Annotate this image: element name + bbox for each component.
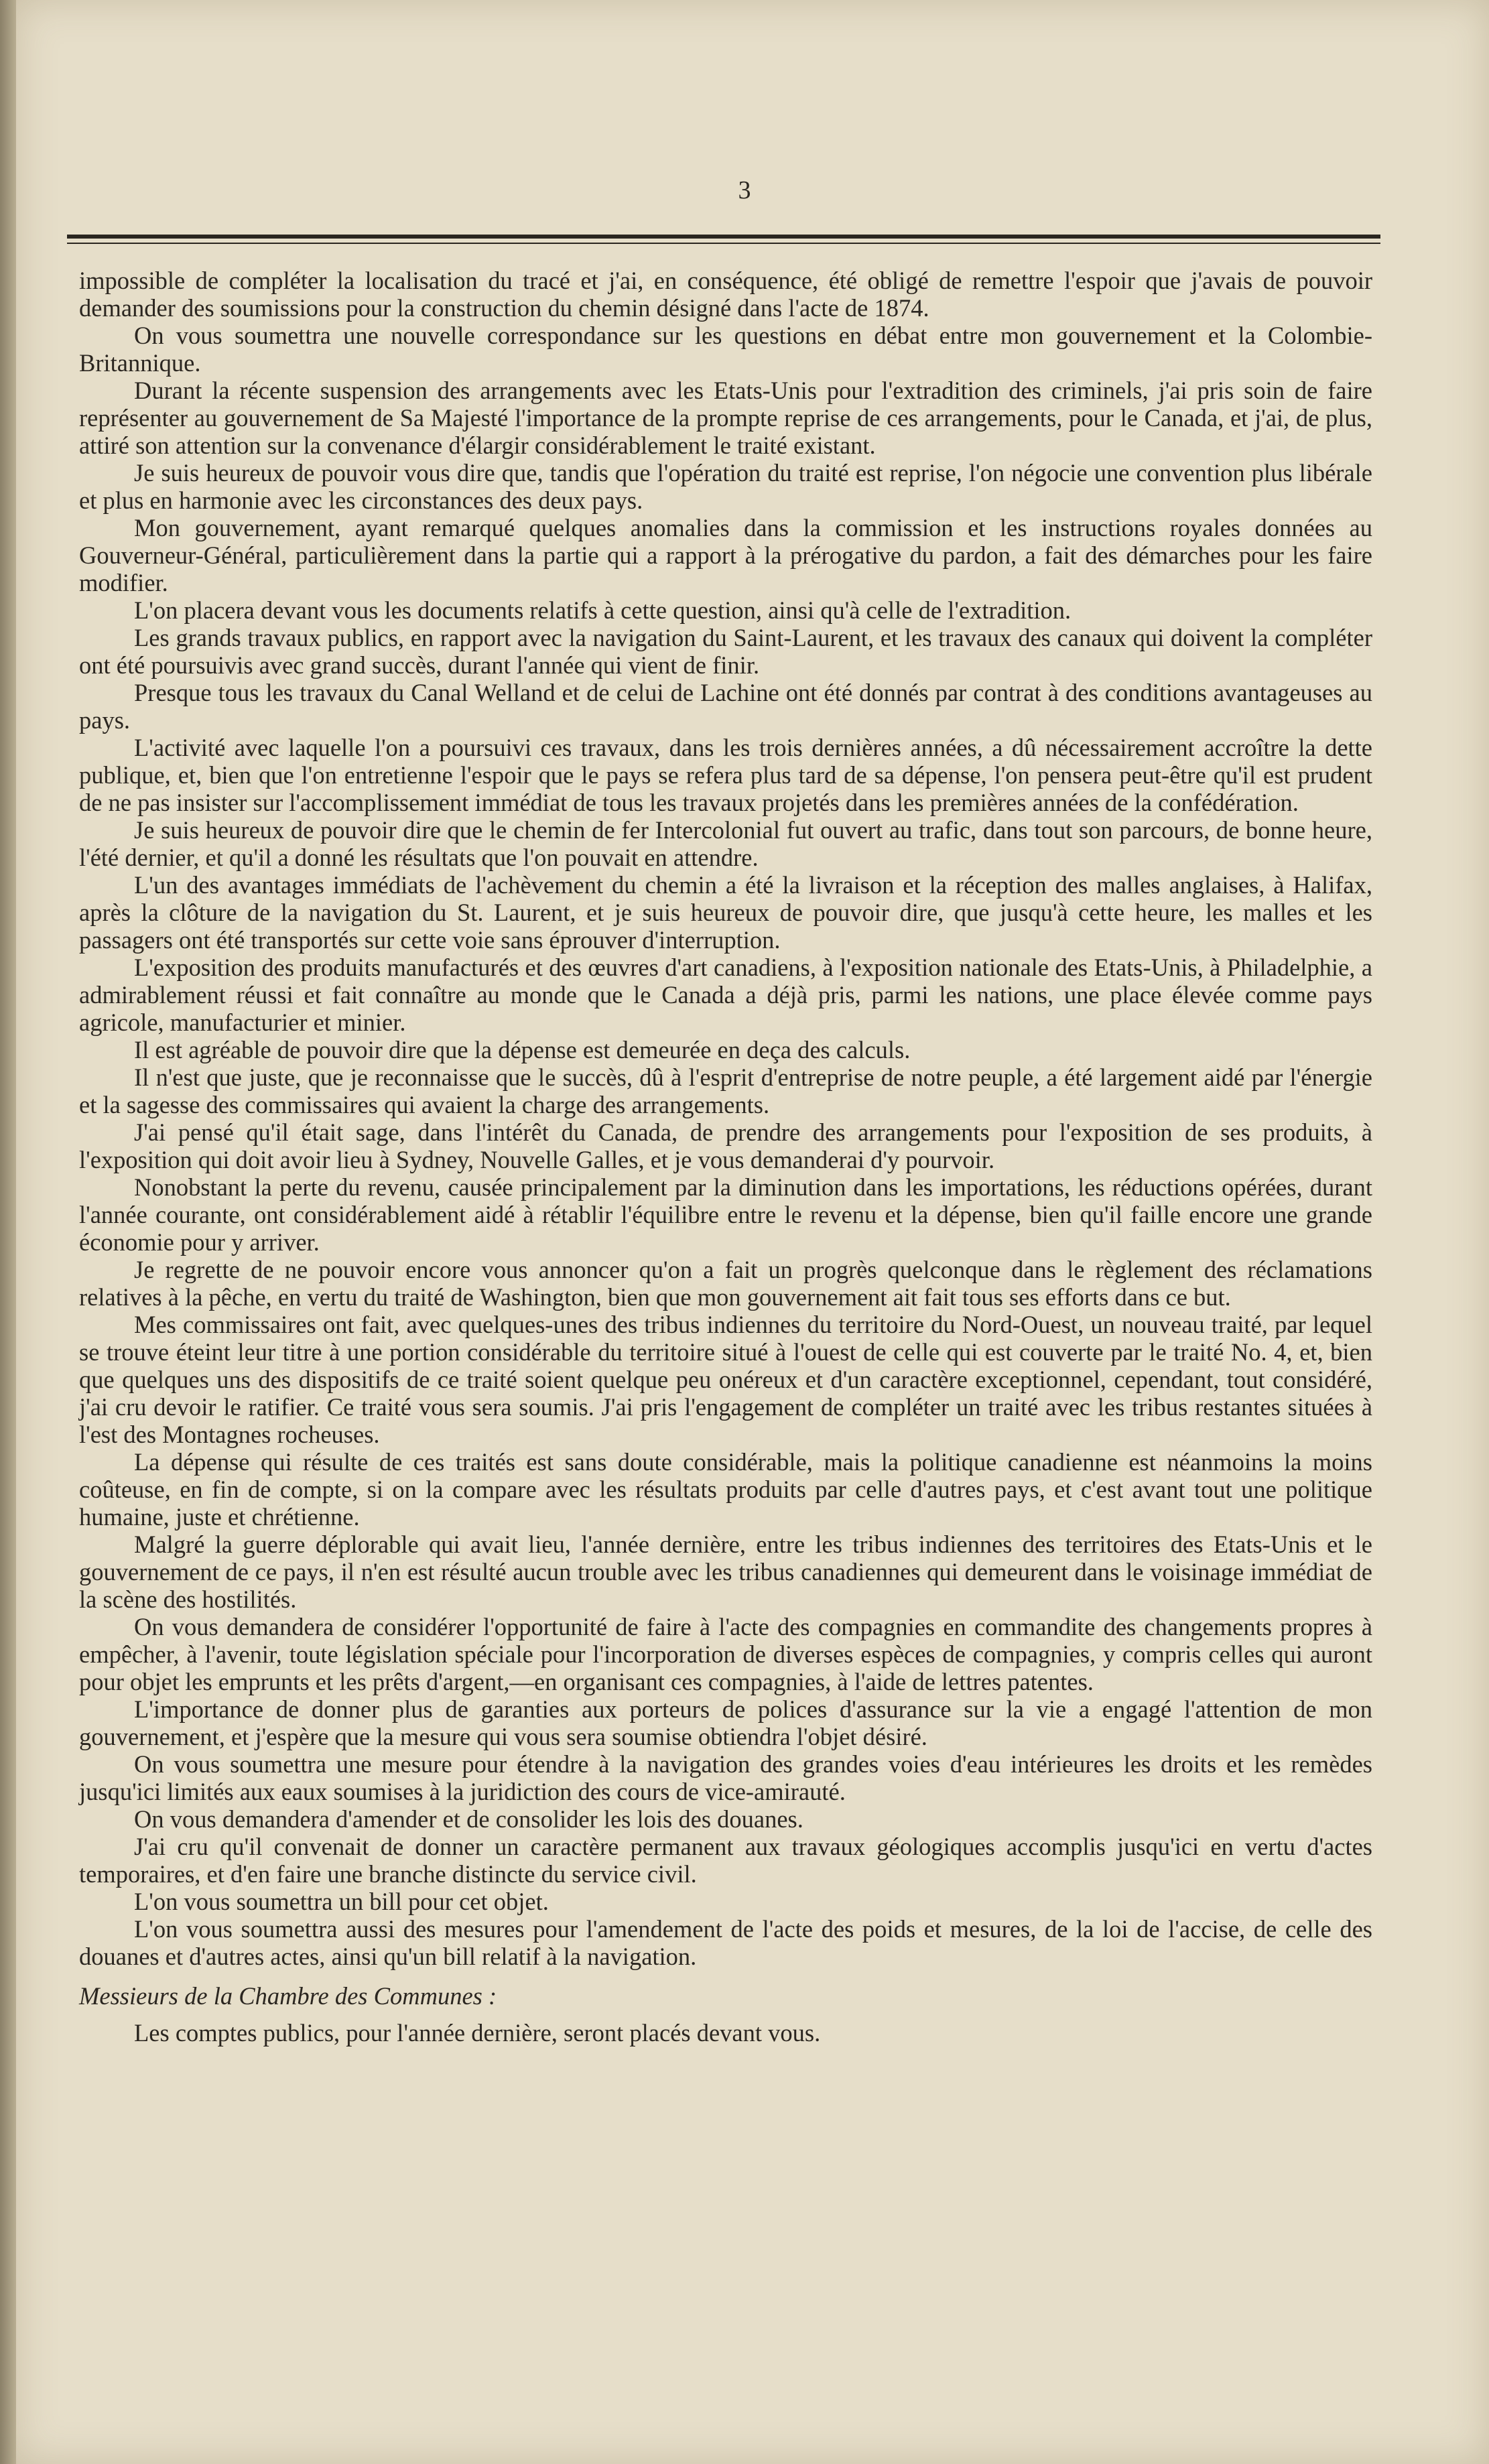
paragraph: Je suis heureux de pouvoir vous dire que, tandis que l'opération du traité est reprise, l'on négocie une convention plus libérale et plus en harmonie avec les circonstances des deux pays. bbox=[79, 459, 1372, 514]
paragraph: L'un des avantages immédiats de l'achèvement du chemin a été la livraison et la réception des malles anglaises, à Halifax, après la clôture de la navigation du St. Laurent, et je suis heureux de pouvoir dire, que jusqu'à cette heure, les malles et les passagers ont été transportés sur cette voie sans éprouver d'interruption. bbox=[79, 871, 1372, 954]
paragraph: Presque tous les travaux du Canal Welland et de celui de Lachine ont été donnés par contrat à des conditions avantageuses au pays. bbox=[79, 679, 1372, 734]
paragraph: Durant la récente suspension des arrangements avec les Etats-Unis pour l'extradition des criminels, j'ai pris soin de faire représenter au gouvernement de Sa Majesté l'importance de la prompte reprise de ces arrangements, pour le Canada, et j'ai, de plus, attiré son attention sur la convenance d'élargir considérablement le traité existant. bbox=[79, 377, 1372, 459]
paragraph: On vous demandera d'amender et de consolider les lois des douanes. bbox=[134, 1805, 803, 1833]
page-binding-edge bbox=[0, 0, 16, 2464]
paragraph: J'ai cru qu'il convenait de donner un caractère permanent aux travaux géologiques accomplis jusqu'ici en vertu d'actes temporaires, et d'en faire une branche distincte du service civil. bbox=[79, 1833, 1372, 1888]
paragraph: L'on vous soumettra un bill pour cet objet. bbox=[134, 1888, 549, 1915]
paragraph: La dépense qui résulte de ces traités est sans doute considérable, mais la politique canadienne est néanmoins la moins coûteuse, en fin de compte, si on la compare avec les résultats produits par celle d'autres pays, et c'est avant tout une politique humaine, juste et chrétienne. bbox=[79, 1448, 1372, 1531]
paragraph: Il est agréable de pouvoir dire que la dépense est demeurée en deça des calculs. bbox=[134, 1036, 911, 1063]
paragraph: Il n'est que juste, que je reconnaisse que le succès, dû à l'esprit d'entreprise de notre peuple, a été largement aidé par l'énergie et la sagesse des commissaires qui avaient la charge des arrangements. bbox=[79, 1063, 1372, 1118]
paragraph: Mes commissaires ont fait, avec quelques-unes des tribus indiennes du territoire du Nord-Ouest, un nouveau traité, par lequel se trouve éteint leur titre à une portion considérable du territoire situé à l'ouest de celle qui est couverte par le traité No. 4, et, bien que quelques uns des dispositifs de ce traité soient quelque peu onéreux et d'un caractère exceptionnel, cependant, tout considéré, j'ai cru devoir le ratifier. Ce traité vous sera soumis. J'ai pris l'engagement de compléter un traité avec les tribus restantes situées à l'est des Montagnes rocheuses. bbox=[79, 1311, 1372, 1448]
paragraph: On vous soumettra une nouvelle correspondance sur les questions en débat entre mon gouvernement et la Colombie-Britannique. bbox=[79, 322, 1372, 377]
paragraph: On vous demandera de considérer l'opportunité de faire à l'acte des compagnies en commandite des changements propres à empêcher, à l'avenir, toute législation spéciale pour l'incorporation de diverses espèces de compagnies, y compris celles qui auront pour objet les emprunts et les prêts d'argent,—en organisant ces compagnies, à l'aide de lettres patentes. bbox=[79, 1613, 1372, 1695]
paragraph: Les grands travaux publics, en rapport avec la navigation du Saint-Laurent, et les travaux des canaux qui doivent la compléter ont été poursuivis avec grand succès, durant l'année qui vient de finir. bbox=[79, 624, 1372, 679]
header-rule-thin bbox=[67, 243, 1380, 244]
paragraph: L'importance de donner plus de garanties aux porteurs de polices d'assurance sur la vie a engagé l'attention de mon gouvernement, et j'espère que la mesure qui vous sera soumise obtiendra l'objet désiré. bbox=[79, 1695, 1372, 1750]
paragraph: L'on placera devant vous les documents relatifs à cette question, ainsi qu'à celle de l'extradition. bbox=[134, 596, 1072, 624]
paragraph: impossible de compléter la localisation du tracé et j'ai, en conséquence, été obligé de remettre l'espoir que j'avais de pouvoir demander des soumissions pour la construction du chemin désigné dans l'acte de 1874. bbox=[79, 267, 1372, 322]
document-body bbox=[79, 267, 1372, 2047]
paragraph: L'on vous soumettra aussi des mesures pour l'amendement de l'acte des poids et mesures, de la loi de l'accise, de celle des douanes et d'autres actes, ainsi qu'un bill relatif à la navigation. bbox=[79, 1915, 1372, 1970]
paragraph: On vous soumettra une mesure pour étendre à la navigation des grandes voies d'eau intérieures les droits et les remèdes jusqu'ici limités aux eaux soumises à la juridiction des cours de vice-amirauté. bbox=[79, 1750, 1372, 1805]
closing-paragraph: Les comptes publics, pour l'année dernière, seront placés devant vous. bbox=[134, 2019, 821, 2047]
paragraph: Je regrette de ne pouvoir encore vous annoncer qu'on a fait un progrès quelconque dans le règlement des réclamations relatives à la pêche, en vertu du traité de Washington, bien que mon gouvernement ait fait tous ses efforts dans ce but. bbox=[79, 1256, 1372, 1311]
section-heading: Messieurs de la Chambre des Communes : bbox=[79, 1982, 497, 2010]
page-number: 3 bbox=[738, 176, 751, 204]
paragraph: Mon gouvernement, ayant remarqué quelques anomalies dans la commission et les instructions royales données au Gouverneur-Général, particulièrement dans la partie qui a rapport à la prérogative du pardon, a fait des démarches pour les faire modifier. bbox=[79, 514, 1372, 596]
paragraph: L'activité avec laquelle l'on a poursuivi ces travaux, dans les trois dernières années, a dû nécessairement accroître la dette publique, et, bien que l'on entretienne l'espoir que le pays se refera plus tard de sa dépense, l'on pensera peut-être qu'il est prudent de ne pas insister sur l'accomplissement immédiat de tous les travaux projetés dans les premières années de la confédération. bbox=[79, 734, 1372, 816]
header-rule bbox=[67, 235, 1380, 239]
paragraph: L'exposition des produits manufacturés et des œuvres d'art canadiens, à l'exposition nationale des Etats-Unis, à Philadelphie, a admirablement réussi et fait connaître au monde que le Canada a déjà pris, parmi les nations, une place élevée comme pays agricole, manufacturier et minier. bbox=[79, 954, 1372, 1036]
paragraph: Je suis heureux de pouvoir dire que le chemin de fer Intercolonial fut ouvert au trafic, dans tout son parcours, de bonne heure, l'été dernier, et qu'il a donné les résultats que l'on pouvait en attendre. bbox=[79, 816, 1372, 871]
paragraph: Malgré la guerre déplorable qui avait lieu, l'année dernière, entre les tribus indiennes des territoires des Etats-Unis et le gouvernement de ce pays, il n'en est résulté aucun trouble avec les tribus canadiennes qui demeurent dans le voisinage immédiat de la scène des hostilités. bbox=[79, 1531, 1372, 1613]
paragraph: J'ai pensé qu'il était sage, dans l'intérêt du Canada, de prendre des arrangements pour l'exposition de ses produits, à l'exposition qui doit avoir lieu à Sydney, Nouvelle Galles, et je vous demanderai d'y pourvoir. bbox=[79, 1118, 1372, 1173]
paragraph: Nonobstant la perte du revenu, causée principalement par la diminution dans les importations, les réductions opérées, durant l'année courante, ont considérablement aidé à rétablir l'équilibre entre le revenu et la dépense, bien qu'il faille encore une grande économie pour y arriver. bbox=[79, 1173, 1372, 1256]
